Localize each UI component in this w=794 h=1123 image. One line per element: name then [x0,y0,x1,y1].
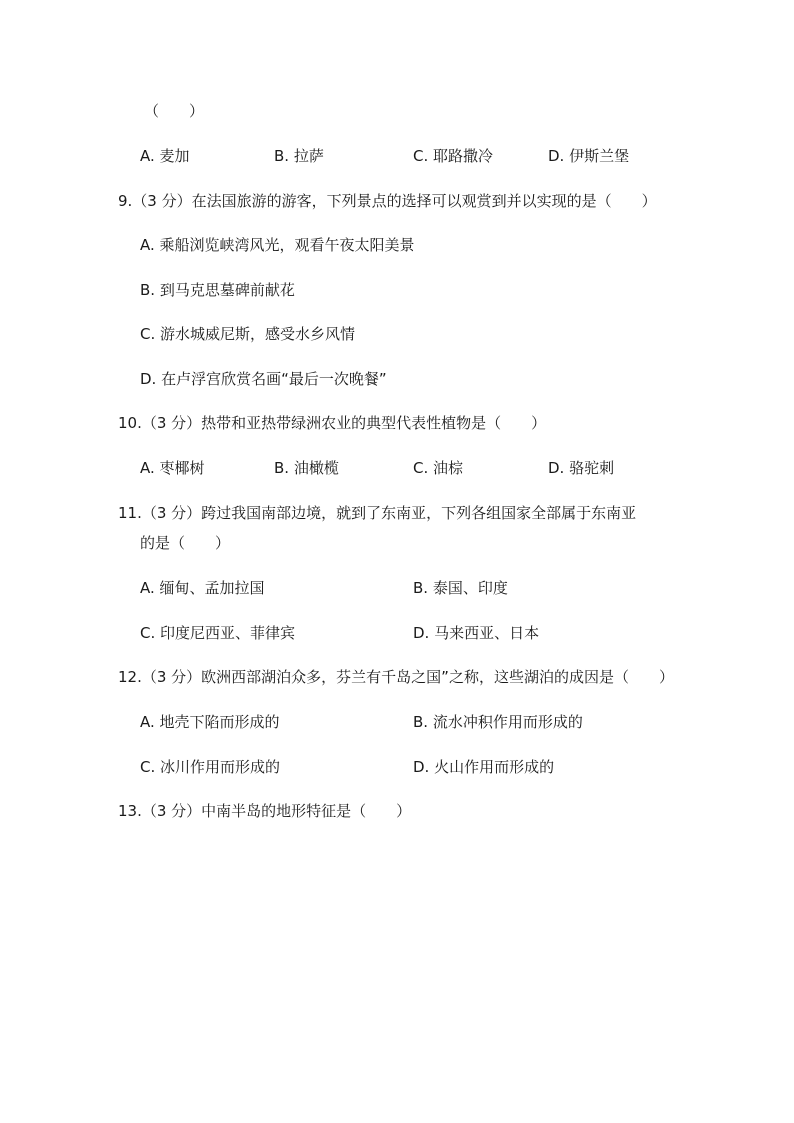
q9-option-b: B. 到马克思墓碑前献花 [140,281,295,299]
q8-stem-tail: （ ） [144,102,205,120]
q12-option-b: B. 流水冲积作用而形成的 [413,713,583,731]
q9-stem: 9.（3 分）在法国旅游的游客，下列景点的选择可以观赏到并以实现的是（ ） [118,192,657,210]
q11-stem-line1: 11.（3 分）跨过我国南部边境，就到了东南亚，下列各组国家全部属于东南亚 [118,504,637,522]
q8-option-a: A. 麦加 [140,147,190,165]
q10-option-d: D. 骆驼刺 [548,459,615,477]
q11-option-b: B. 泰国、印度 [413,579,508,597]
q8-option-b: B. 拉萨 [274,147,324,165]
q8-option-c: C. 耶路撒冷 [413,147,494,165]
q10-stem: 10.（3 分）热带和亚热带绿洲农业的典型代表性植物是（ ） [118,414,547,432]
q10-option-c: C. 油棕 [413,459,464,477]
q12-option-c: C. 冰川作用而形成的 [140,758,281,776]
q12-option-a: A. 地壳下陷而形成的 [140,713,280,731]
q8-option-d: D. 伊斯兰堡 [548,147,630,165]
q9-option-c: C. 游水城威尼斯，感受水乡风情 [140,325,356,343]
q9-option-d: D. 在卢浮宫欣赏名画“最后一次晚餐” [140,370,387,388]
q11-option-d: D. 马来西亚、日本 [413,624,540,642]
q12-stem: 12.（3 分）欧洲西部湖泊众多，芬兰有千岛之国”之称，这些湖泊的成因是（ ） [118,668,674,686]
q13-stem: 13.（3 分）中南半岛的地形特征是（ ） [118,802,412,820]
q10-option-a: A. 枣椰树 [140,459,205,477]
q11-option-c: C. 印度尼西亚、菲律宾 [140,624,296,642]
q11-stem-line2: 的是（ ） [140,534,231,552]
q12-option-d: D. 火山作用而形成的 [413,758,555,776]
q9-option-a: A. 乘船浏览峡湾风光，观看午夜太阳美景 [140,236,415,254]
q10-option-b: B. 油橄榄 [274,459,339,477]
q11-option-a: A. 缅甸、孟加拉国 [140,579,265,597]
